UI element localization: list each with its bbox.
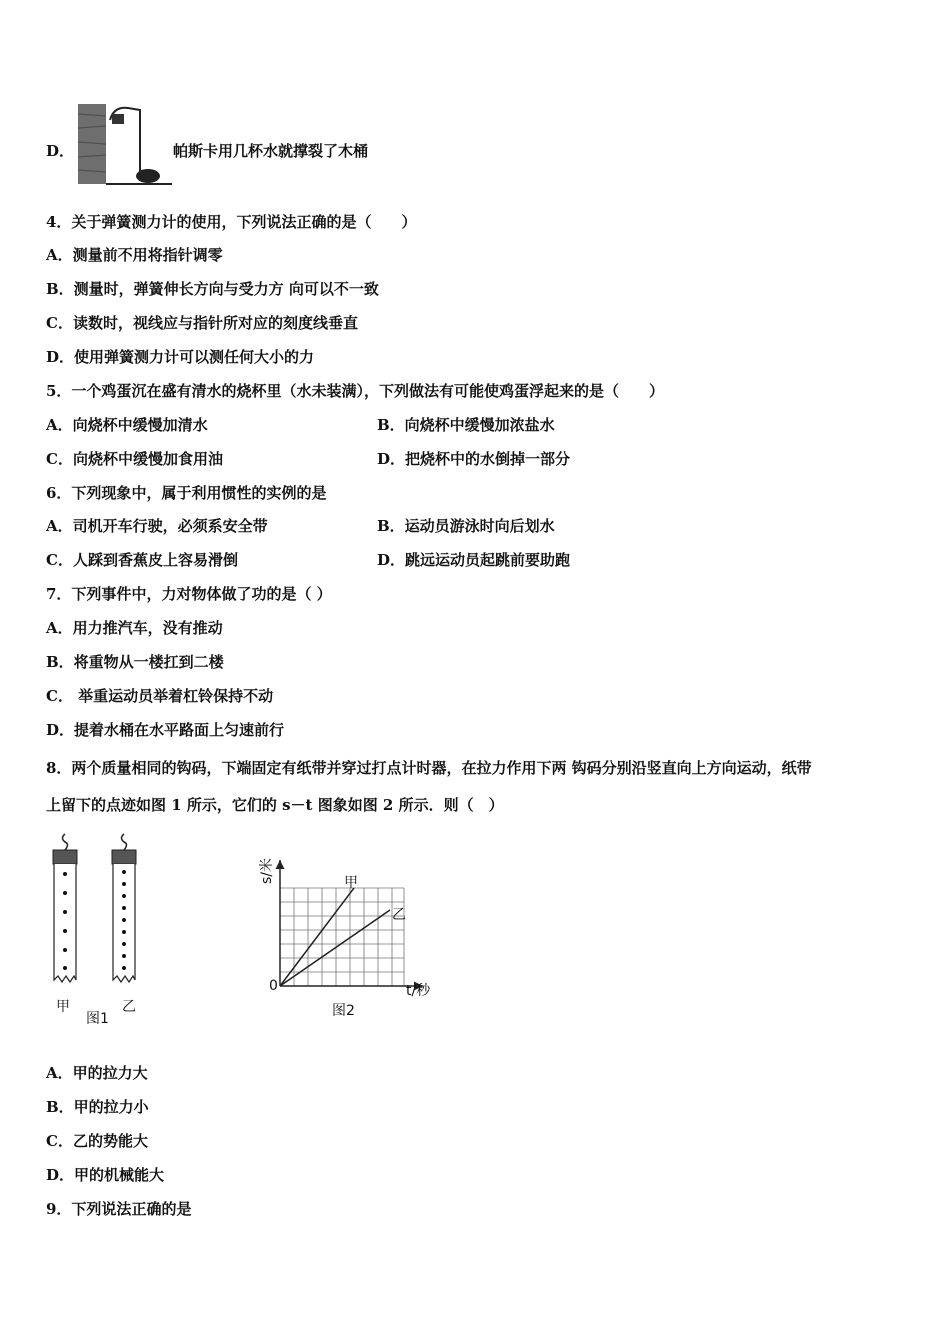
q6-option-b: B．运动员游泳时向后划水 — [377, 517, 555, 535]
q7-stem: 7．下列事件中，力对物体做了功的是（ ） — [46, 585, 332, 603]
q8-option-b: B．甲的拉力小 — [46, 1098, 149, 1116]
fig2-line-yi-label: 乙 — [392, 907, 406, 923]
q3-option-d-text: 帕斯卡用几杯水就撑裂了木桶 — [173, 142, 369, 160]
q7-option-c: C． 举重运动员举着杠铃保持不动 — [46, 687, 274, 705]
q4-stem: 4．关于弹簧测力计的使用，下列说法正确的是（ ） — [46, 213, 417, 231]
fig1-label-yi: 乙 — [122, 999, 136, 1015]
fig2-x-axis-label: t/秒 — [406, 983, 431, 999]
q9-stem: 9．下列说法正确的是 — [46, 1200, 192, 1218]
q5-option-c: C．向烧杯中缓慢加食用油 — [46, 450, 223, 468]
q5-option-b: B．向烧杯中缓慢加浓盐水 — [377, 416, 555, 434]
q8-option-c: C．乙的势能大 — [46, 1132, 148, 1150]
q5-stem: 5．一个鸡蛋沉在盛有清水的烧杯里（水未装满），下列做法有可能使鸡蛋浮起来的是（ ） — [46, 382, 664, 400]
q4-option-c: C．读数时，视线应与指针所对应的刻度线垂直 — [46, 314, 358, 332]
q8-stem-line2: 上留下的点迹如图 1 所示，它们的 s－t 图象如图 2 所示．则（ ） — [46, 796, 504, 814]
q4-option-d: D．使用弹簧测力计可以测任何大小的力 — [46, 348, 315, 366]
fig2-origin-label: 0 — [269, 978, 278, 994]
q3-option-d-letter: D． — [46, 142, 75, 160]
q4-option-b: B．测量时，弹簧伸长方向与受力方 向可以不一致 — [46, 280, 379, 298]
q7-option-b: B．将重物从一楼扛到二楼 — [46, 653, 224, 671]
pascal-barrel-image — [74, 102, 174, 186]
fig2-y-axis-label: s/米 — [259, 857, 275, 884]
q6-option-c: C．人踩到香蕉皮上容易滑倒 — [46, 551, 238, 569]
q6-option-a: A．司机开车行驶，必须系安全带 — [46, 517, 268, 535]
fig1-label-jia: 甲 — [56, 999, 70, 1015]
q6-option-d: D．跳远运动员起跳前要助跑 — [377, 551, 571, 569]
q6-stem: 6．下列现象中，属于利用惯性的实例的是 — [46, 484, 327, 502]
fig2-line-jia-label: 甲 — [344, 875, 358, 891]
fig1-caption: 图1 — [86, 1011, 109, 1027]
q8-option-a: A．甲的拉力大 — [46, 1064, 148, 1082]
q5-option-a: A．向烧杯中缓慢加清水 — [46, 416, 208, 434]
q8-option-d: D．甲的机械能大 — [46, 1166, 165, 1184]
q7-option-a: A．用力推汽车，没有推动 — [46, 619, 223, 637]
q8-stem-line1: 8．两个质量相同的钩码，下端固定有纸带并穿过打点计时器，在拉力作用下两 钩码分别沿竖直向上方向运动，纸带 — [46, 759, 812, 777]
q4-option-a: A．测量前不用将指针调零 — [46, 246, 223, 264]
q5-option-d: D．把烧杯中的水倒掉一部分 — [377, 450, 571, 468]
fig2-caption: 图2 — [332, 1003, 355, 1019]
q7-option-d: D．提着水桶在水平路面上匀速前行 — [46, 721, 285, 739]
